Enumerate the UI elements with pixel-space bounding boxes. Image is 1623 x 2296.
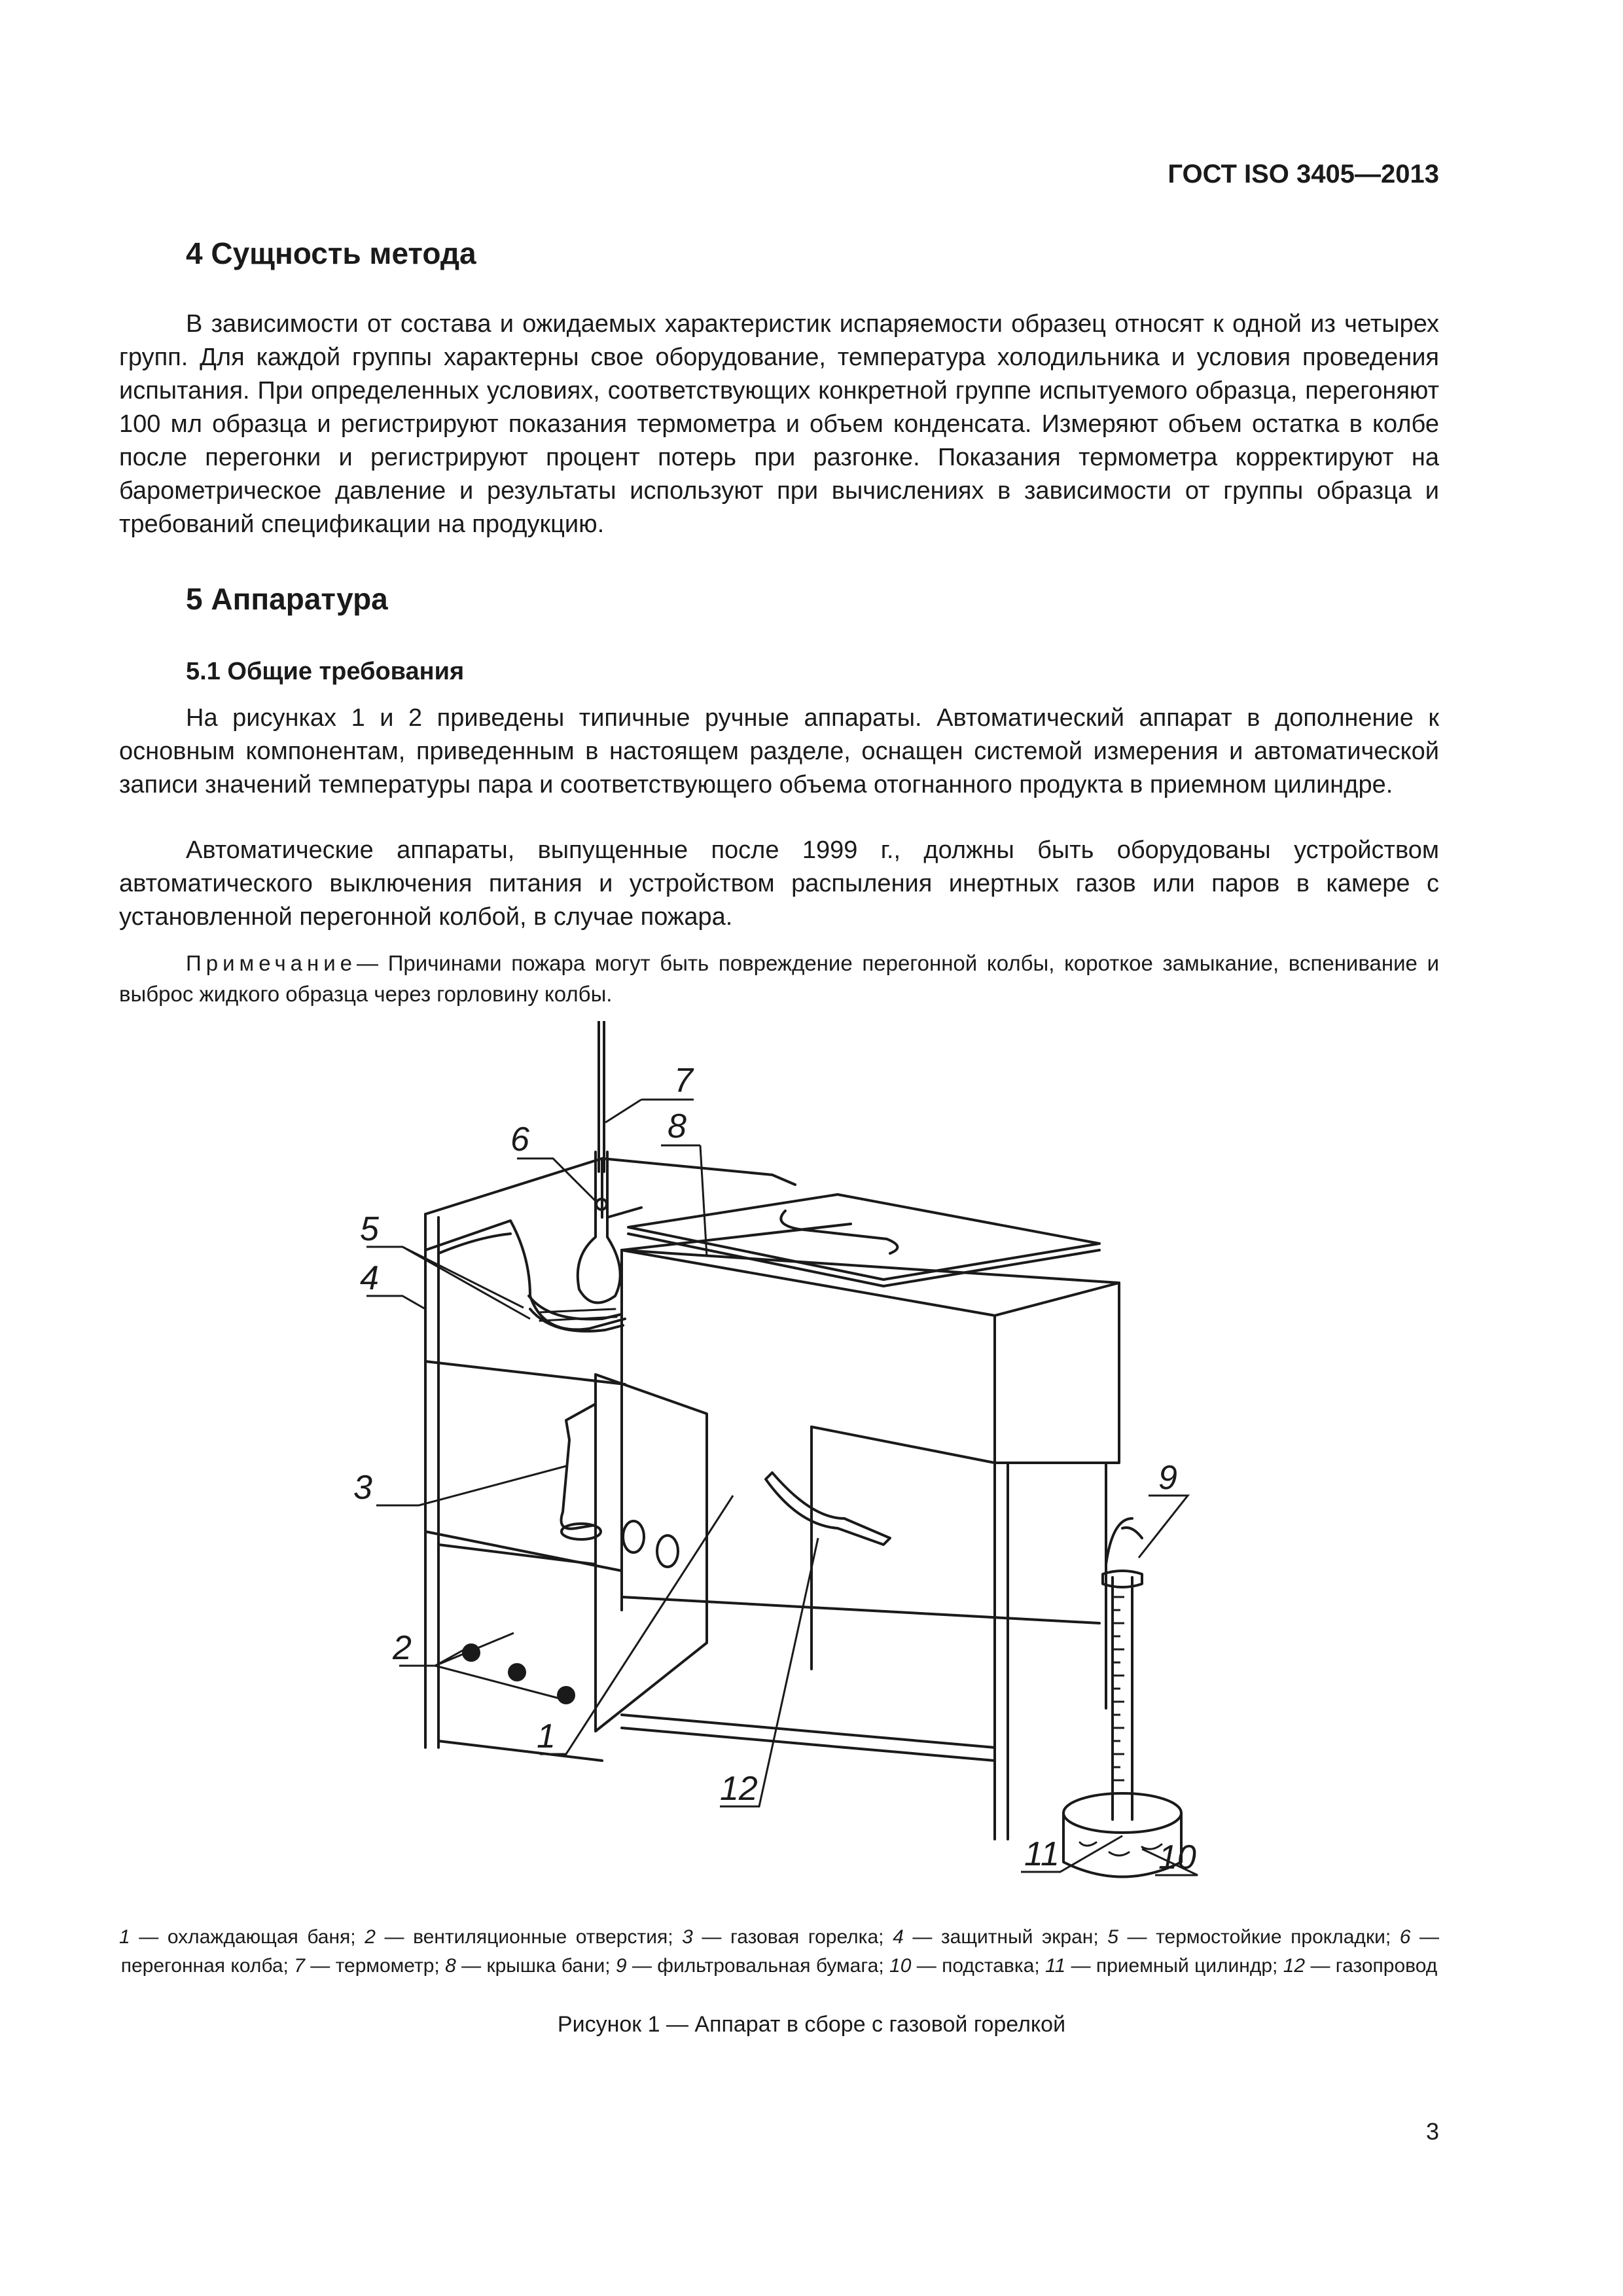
door-hole-2	[657, 1535, 678, 1567]
callout-1: 1	[537, 1717, 556, 1755]
legend-item-1: 1 — охлаждающая баня;	[119, 1926, 356, 1948]
vent-hole-2	[509, 1664, 525, 1680]
figure-1-apparatus	[314, 1021, 1283, 1964]
callout-4: 4	[360, 1259, 379, 1297]
filter-paper	[1103, 1571, 1142, 1587]
note-label: Примечание	[186, 951, 357, 975]
section-4-paragraph: В зависимости от состава и ожидаемых характеристик испаряемости образец относят к одной из четырех групп. Для каждой группы характерны свое оборудование, температура холодильника и условия проведения испытания. При определенных условиях, соответствующих конкретной группе испытуемого образца, перегоняют 100 мл образца и регистрируют показания термометра и объем конденсата. Измеряют объем остатка в колбе после перегонки и регистрируют процент потерь при разгонке. Показания термометра корректируют на барометрическое давление и результаты используют при вычислениях в зависимости от группы образца и требований спецификации на продукцию.	[119, 310, 1439, 538]
gas-line	[766, 1473, 890, 1545]
burner-door	[596, 1374, 707, 1731]
legend-item-10: 10 — подставка;	[889, 1955, 1040, 1977]
standard-header: ГОСТ ISO 3405—2013	[1168, 160, 1439, 188]
legend-item-9: 9 — фильтровальная бумага;	[615, 1955, 884, 1977]
callout-11: 11	[1024, 1835, 1060, 1873]
vent-hole-3	[558, 1687, 574, 1703]
bath-front-face	[622, 1250, 995, 1463]
section-5-1-paragraph-2: Автоматические аппараты, выпущенные после 1999 г., должны быть оборудованы устройством автоматического выключения питания и устройством распыления инертных газов или паров в камере с установленной перегонной колбой, в случае пожара.	[119, 836, 1439, 931]
subsection-5-1-title: 5.1 Общие требования	[186, 658, 465, 685]
figure-legend	[119, 1923, 1439, 1981]
frame-rail-lower	[622, 1597, 1099, 1623]
note	[119, 948, 1439, 1009]
legend-item-12: 12 — газопровод	[1283, 1955, 1438, 1977]
cylinder-stand	[1063, 1793, 1181, 1833]
callout-12: 12	[720, 1770, 758, 1808]
callout-8: 8	[668, 1107, 687, 1145]
legend-item-3: 3 — газовая горелка;	[682, 1926, 884, 1948]
legend-item-4: 4 — защитный экран;	[893, 1926, 1099, 1948]
legend-item-2: 2 — вентиляционные отверстия;	[365, 1926, 673, 1948]
callout-2: 2	[393, 1629, 412, 1667]
legend-item-11: 11 — приемный цилиндр;	[1045, 1955, 1278, 1977]
thermometer	[599, 1021, 604, 1172]
flask	[578, 1152, 620, 1302]
door-hole-1	[623, 1521, 644, 1552]
receiving-cylinder	[1113, 1577, 1132, 1820]
shield-top-edge	[425, 1158, 795, 1214]
lid-handle	[781, 1211, 897, 1253]
callout-6: 6	[510, 1121, 529, 1158]
gas-burner	[562, 1404, 596, 1529]
callout-3: 3	[353, 1469, 372, 1507]
figure-caption: Рисунок 1 — Аппарат в сборе с газовой горелкой	[557, 2012, 1066, 2037]
section-4-title: 4 Сущность метода	[186, 236, 476, 270]
legend-item-8: 8 — крышка бани;	[445, 1955, 611, 1977]
apparatus-drawing	[314, 1021, 1283, 1964]
legend-item-5: 5 — термостойкие прокладки;	[1107, 1926, 1391, 1948]
legend-item-7: 7 — термометр;	[294, 1955, 440, 1977]
callout-10: 10	[1158, 1839, 1196, 1876]
note-text: — Причинами пожара могут быть повреждение перегонной колбы, короткое замыкание, вспенивание и выброс жидкого образца через горловину колбы.	[119, 951, 1439, 1006]
callout-5: 5	[360, 1210, 379, 1248]
section-5-1-paragraph-1: На рисунках 1 и 2 приведены типичные ручные аппараты. Автоматический аппарат в дополнение к основным компонентам, приведенным в настоящем разделе, оснащен системой измерения и автоматической записи значений температуры пара и соответствующего объема отогнанного продукта в приемном цилиндре.	[119, 704, 1439, 798]
cylinder-scale	[1114, 1597, 1124, 1780]
bath-right-leg	[995, 1463, 1008, 1839]
page-number: 3	[1425, 2118, 1439, 2145]
callout-9: 9	[1158, 1459, 1177, 1497]
callout-7: 7	[674, 1062, 693, 1100]
legend-item-6: 6 — перегонная колба;	[120, 1926, 1440, 1977]
section-5-title: 5 Аппаратура	[186, 582, 388, 616]
bath-right-edge	[622, 1250, 1119, 1463]
